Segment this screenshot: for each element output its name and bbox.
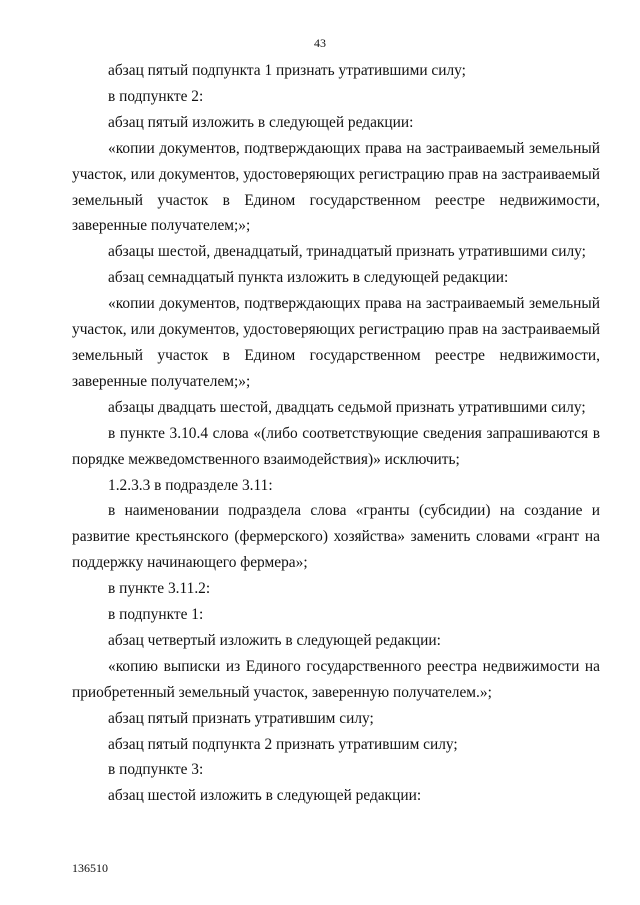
paragraph: абзац пятый изложить в следующей редакции: [108,113,414,131]
paragraph: «копии документов, подтверждающих права на застраиваемый земельный участок, или документов, удостоверяющих регистрацию прав на застраиваемый земельный участок в Едином государственном реестре недвижимости, заверенные получателем;»; [72,139,600,235]
paragraph: в пункте 3.10.4 слова «(либо соответствующие сведения запрашиваются в порядке межведомственного взаимодействия)» исключить; [72,424,600,468]
page-number: 43 [314,36,326,50]
document-body [72,58,600,809]
paragraph: «копии документов, подтверждающих права на застраиваемый земельный участок, или документов, удостоверяющих регистрацию прав на застраиваемый земельный участок в Едином государственном реестре недвижимости, заверенные получателем;»; [72,295,600,390]
paragraph: абзац пятый подпункта 2 признать утратившим силу; [108,735,458,753]
paragraph: абзацы шестой, двенадцатый, тринадцатый признать утратившими силу; [108,243,586,261]
paragraph: 1.2.3.3 в подразделе 3.11: [108,476,273,494]
document-code: 136510 [72,861,108,875]
paragraph: абзац пятый подпункта 1 признать утратившими силу; [108,62,466,79]
paragraph: абзац четвертый изложить в следующей редакции: [108,631,441,649]
paragraph: абзац шестой изложить в следующей редакции: [108,787,422,805]
paragraph: абзац пятый признать утратившим силу; [108,709,374,727]
paragraph: в подпункте 2: [108,87,204,105]
paragraph: в подпункте 1: [108,606,204,624]
paragraph: в подпункте 3: [108,761,204,779]
paragraph: «копию выписки из Единого государственного реестра недвижимости на приобретенный земельный участок, заверенную получателем.»; [72,657,600,701]
paragraph: абзац семнадцатый пункта изложить в следующей редакции: [108,269,509,287]
paragraph: абзацы двадцать шестой, двадцать седьмой признать утратившими силу; [108,398,586,416]
paragraph: в пункте 3.11.2: [108,580,211,598]
paragraph: в наименовании подраздела слова «гранты (субсидии) на создание и развитие крестьянского (фермерского) хозяйства» заменить словами «грант на поддержку начинающего фермера»; [72,502,600,572]
